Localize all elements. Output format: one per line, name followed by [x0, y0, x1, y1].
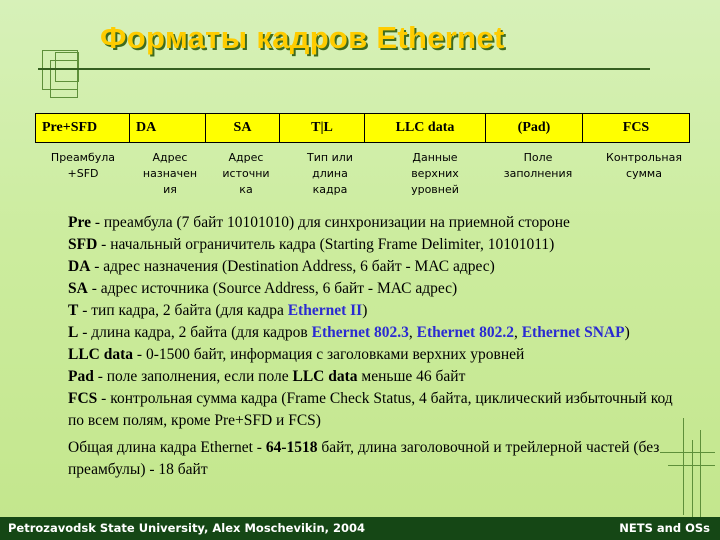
decor-vline-3	[700, 430, 701, 517]
definition-pad: Pad - поле заполнения, если поле LLC data меньше 46 байт	[68, 368, 466, 385]
definitions-block	[68, 212, 678, 481]
field-desc-pre-sfd: Преамбула +SFD	[50, 151, 116, 180]
decor-square-3	[55, 52, 79, 82]
frame-format-table	[35, 113, 690, 143]
definition-llc: LLC data - 0-1500 байт, информация с заголовками верхних уровней	[68, 346, 525, 363]
decor-vline-1	[683, 418, 684, 515]
definition-fcs: FCS - контрольная сумма кадра (Frame Check Status, 4 байта, циклический избыточный код по всем полям, кроме Pre+SFD и FCS)	[68, 390, 673, 429]
footer-bar	[0, 517, 720, 540]
definition-l: L - длина кадра, 2 байта (для кадров Ethernet 802.3, Ethernet 802.2, Ethernet SNAP)	[68, 324, 630, 341]
footer-credit: Petrozavodsk State University, Alex Moschevikin, 2004	[8, 521, 366, 535]
definition-pre: Pre - преамбула (7 байт 10101010) для синхронизации на приемной стороне	[68, 214, 570, 231]
field-da: DA	[130, 114, 206, 143]
field-desc-pad: Поле заполнения	[503, 151, 573, 180]
definition-da: DA - адрес назначения (Destination Address, 6 байт - МАС адрес)	[68, 258, 495, 275]
field-desc-sa: Адрес источни ка	[222, 151, 270, 196]
field-llc-data: LLC data	[365, 114, 486, 143]
field-fcs: FCS	[583, 114, 690, 143]
field-desc-tl: Тип или длина кадра	[307, 151, 353, 196]
footer-course: NETS and OSs	[619, 521, 710, 535]
field-tl: T|L	[280, 114, 365, 143]
summary-text: Общая длина кадра Ethernet - 64-1518 байт, длина заголовочной и трейлерной частей (без преамбулы) - 18 байт	[68, 439, 660, 478]
definition-t: T - тип кадра, 2 байта (для кадра Ethernet II)	[68, 302, 368, 319]
field-desc-fcs: Контрольная сумма	[606, 151, 682, 180]
field-desc-da: Адрес назначен ия	[142, 151, 198, 196]
field-pad: (Pad)	[486, 114, 583, 143]
frame-fields-row	[36, 114, 690, 143]
field-sa: SA	[206, 114, 280, 143]
title-underline	[38, 68, 650, 70]
definition-sa: SA - адрес источника (Source Address, 6 байт - МАС адрес)	[68, 280, 458, 297]
field-desc-llc-data: Данные верхних уровней	[411, 151, 459, 196]
field-pre-sfd: Pre+SFD	[36, 114, 130, 143]
slide-title: Форматы кадров Ethernet	[100, 20, 505, 55]
definition-sfd: SFD - начальный ограничитель кадра (Starting Frame Delimiter, 10101011)	[68, 236, 555, 253]
